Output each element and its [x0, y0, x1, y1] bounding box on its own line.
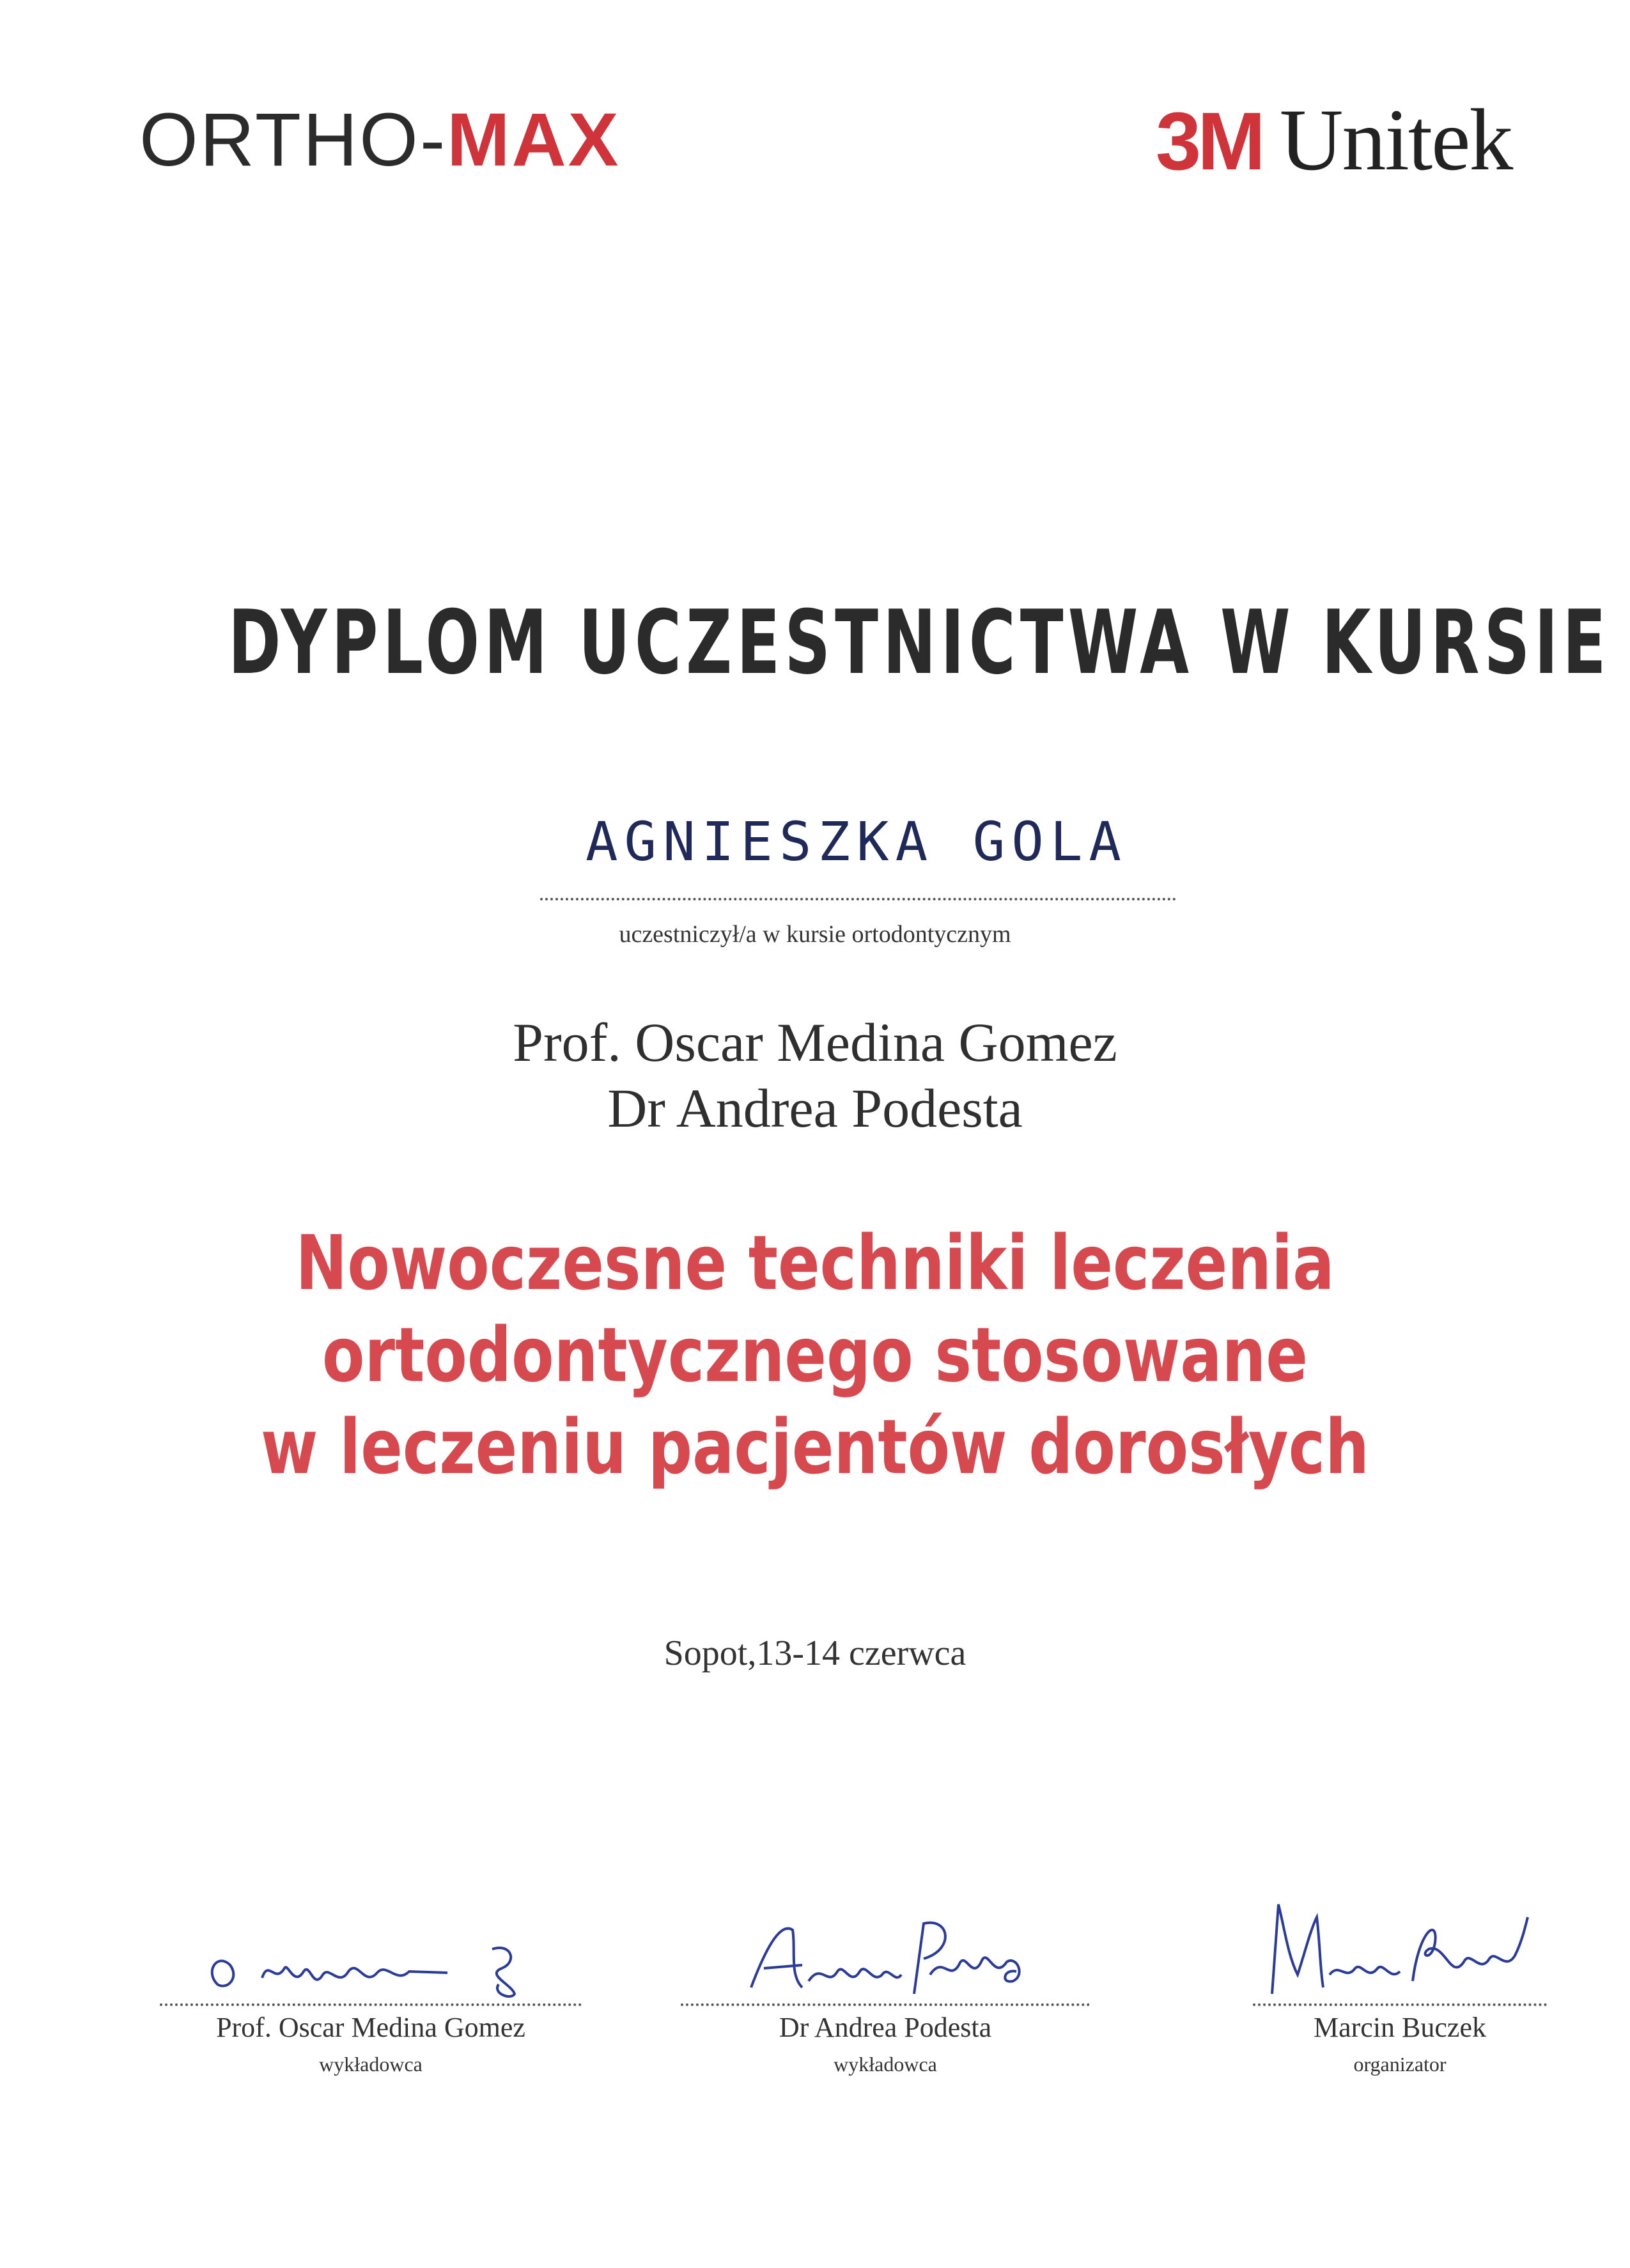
signature-block-medina	[153, 1933, 588, 2076]
lecturer-line-2: Dr Andrea Podesta	[607, 1077, 1023, 1139]
handwritten-signature-buczek	[1259, 1892, 1541, 2003]
signatory-role-buczek: organizator	[1353, 2053, 1447, 2076]
place-and-date: Sopot,13-14 czerwca	[664, 1633, 966, 1673]
course-title-line-1: Nowoczesne techniki leczenia	[295, 1219, 1335, 1307]
3m-unitek-logo	[1156, 91, 1512, 189]
course-title-line-3: w leczeniu pacjentów dorosłych	[261, 1402, 1369, 1491]
handwritten-signature-medina	[192, 1933, 550, 2003]
signature-line-podesta	[681, 2003, 1090, 2006]
handwritten-signature-podesta	[732, 1911, 1039, 2003]
signatory-name-medina: Prof. Oscar Medina Gomez	[216, 2012, 525, 2043]
signature-block-podesta	[674, 1911, 1096, 2076]
signatory-role-podesta: wykładowca	[834, 2053, 937, 2076]
participant-name: AGNIESZKA GOLA	[585, 810, 1128, 873]
logo-unitek-text: Unitek	[1279, 91, 1512, 189]
lecturer-line-1: Prof. Oscar Medina Gomez	[513, 1012, 1117, 1073]
signature-line-medina	[160, 2003, 582, 2006]
participant-dotted-line	[540, 898, 1176, 900]
course-title	[0, 1217, 1630, 1493]
signature-block-buczek	[1240, 1892, 1560, 2076]
signatory-role-medina: wykładowca	[319, 2053, 423, 2076]
lecturers-block	[0, 1010, 1630, 1141]
logo-3m-mark: 3M	[1156, 96, 1262, 187]
ortho-max-logo	[139, 98, 621, 182]
signature-line-buczek	[1253, 2003, 1547, 2006]
signatory-name-podesta: Dr Andrea Podesta	[779, 2012, 992, 2043]
participation-caption: uczestniczył/a w kursie ortodontycznym	[619, 921, 1011, 948]
signatory-name-buczek: Marcin Buczek	[1314, 2012, 1486, 2043]
logo-ortho-text: ORTHO-	[139, 98, 447, 182]
logo-max-text: MAX	[447, 98, 621, 182]
course-title-line-2: ortodontycznego stosowane	[322, 1310, 1308, 1399]
diploma-title: DYPLOM UCZESTNICTWA W KURSIE	[228, 591, 1611, 694]
